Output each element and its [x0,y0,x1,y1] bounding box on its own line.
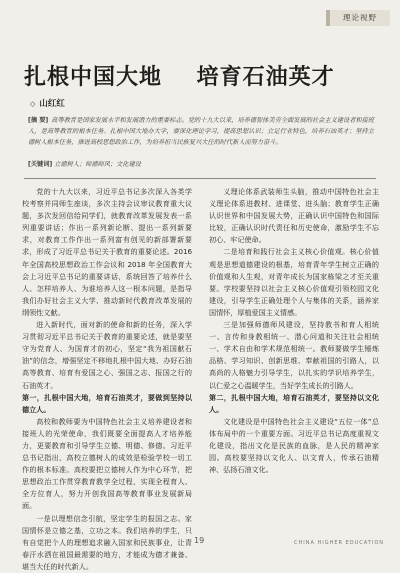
body-column-right [209,186,379,476]
body-paragraph: 义理论体系武装师生头脑，推动中国特色社会主义理论体系进教材、进课堂、进头脑；教育学生正确认识世界和中国发展大势，正确认识中国特色和国际比较，正确认识时代责任和历史使命，激励学生不忘初心、牢记使命。 [209,187,379,245]
magazine-name: CHINA HIGHER EDUCATION [294,540,384,546]
body-paragraph: 一是以理想信念引航，坚定学生的报国之志。家国情怀是立德之基，立功之本。我们培养的学生，只有自觉把个人的理想追求融入国家和民族事业，让青春汗水洒在祖国最需要的地方，才能成为德才兼备、堪当大任的时代新人。 [22,513,192,571]
body-paragraph: 党的十九大以来，习近平总书记多次深入各类学校考察并同师生座谈，多次主持会议审议教育重大议题，多次发回信给同学们，就教育改革发展发表一系列重要讲话；作出一系列新论断、提出一系列新要求，对教育工作作出一系列富有创见的新部署新要求，形成了习近平总书记关于教育的重要论述。2016 年全国高校思想政治工作会议和 2018 年全国教育大会上习近平总书记的重要讲话，系统回答了培养什么人、怎样培养人、为谁培养人这一根本问题，是指导我们办好社会主义大学、推动新时代教育改革发展的纲领性文献。 [22,187,192,317]
section-heading: 第二，扎根中国大地，培育石油英才，要坚持以文化人。 [209,392,379,414]
divider [24,178,376,179]
keywords-label: [关键词] [28,161,53,168]
body-paragraph: 二是培育和践行社会主义核心价值观。核心价值观是思想道德建设的根基，培育青年学生树立正确的价值观和人生观，对青年成长为国家栋梁之才至关重要。学校要坚持以社会主义核心价值观引领校园文化建设，引导学生正确处理个人与集体的关系，涵养家国情怀，厚植爱国主义情感。 [209,247,379,317]
body-column-left [22,186,192,573]
body-paragraph: 高校和教师要为中国特色社会主义培养建设者和接班人的光荣使命，我们既要全面提高人才培养能力，更要教育和引导学生立德、明德、修德。习近平总书记指出，高校立德树人的成效是检验学校一切工作的根本标准。高校要把立德树人作为中心环节，把思想政治工作贯穿教育教学全过程，实现全程育人、全方位育人，努力开创我国高等教育事业发展新局面。 [22,416,192,511]
page-number: 19 [194,536,205,545]
keywords-text: 立德树人；师德师风；文化建设 [54,161,141,168]
abstract-text: 高等教育是国家发展水平和发展潜力的重要标志。党的十九大以来，培养德智体美劳全面发展的社会主义建设者和接班人，是高等教育的根本任务。扎根中国大地办大学，要深化理论学习，提高思想认识；立足行业特色，培养石油英才；坚持立德树人根本任务，推进高校思想政治工作，为培养担当民族复兴大任的时代新人而努力奋斗。 [28,117,374,146]
abstract-label: [摘 要] [28,117,49,124]
article-title: 扎根中国大地 培育石油英才 [24,65,335,90]
abstract [28,115,374,148]
author-name: 山红红 [39,99,65,109]
body-paragraph: 三是加强师德师风建设，坚持教书和育人相统一、言传和身教相统一、潜心问道和关注社会相统一、学术自由和学术规范相统一。教师要做学生锤炼品格、学习知识、创新思维、奉献祖国的引路人，以高尚的人格魅力引导学生，以扎实的学识培养学生，以仁爱之心温暖学生，当好学生成长的引路人。 [209,320,379,390]
keywords [28,160,374,170]
section-heading: 第一，扎根中国大地，培育石油英才，要做到坚持以德立人。 [22,392,192,414]
body-paragraph: 进入新时代，面对新的使命和新的任务，深入学习贯彻习近平总书记关于教育的重要论述，就是要坚守为党育人、为国育才的初心，坚定“我为祖国献石油”的信念，增强坚定不移地扎根中国大地、办好石油高等教育、培育有爱国之心、强国之志、报国之行的石油英才。 [22,320,192,390]
diamond-icon: ◇ [30,100,36,108]
author-line [30,97,65,109]
column-tag: 理论视野 [326,10,390,26]
body-paragraph: 文化建设是中国特色社会主义建设“五位一体”总体布局中的一个重要方面。习近平总书记高度重视文化建设，指出文化是民族的血脉，是人民的精神家园。高校要坚持以文化人、以文育人，传承石油精神、弘扬石油文化。 [209,416,379,475]
